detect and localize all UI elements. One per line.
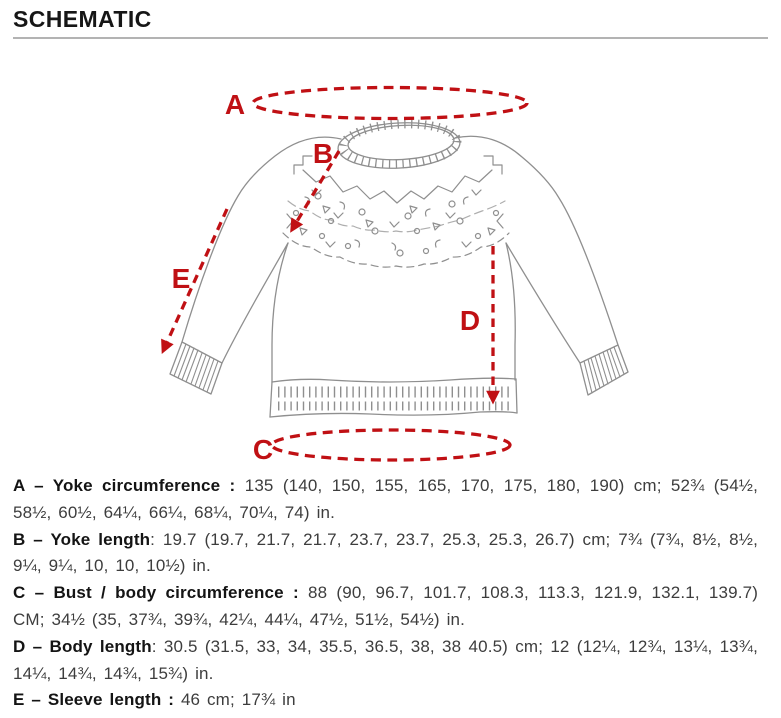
left-sleeve-inner-seam: [222, 243, 288, 363]
measure-ellipse-c: [272, 430, 510, 460]
label-d: D: [459, 305, 481, 336]
measurement-value: : 19.7 (19.7, 21.7, 21.7, 23.7, 23.7, 25.3, 25.3, 26.7) cm; 7¾ (7¾, 8½, 8½, 9¼, 9¼, 10, 10, 10½) in.: [13, 529, 758, 576]
measurement-label: C – Bust / body circumference :: [13, 583, 299, 603]
hem-side-edges: [270, 379, 517, 417]
right-cuff-ribs: [584, 347, 624, 393]
right-sleeve-inner-seam: [506, 243, 580, 363]
yoke-wave-row: [288, 201, 505, 232]
measurement-row-a: [13, 473, 758, 527]
measurement-label: A – Yoke circumference :: [13, 476, 236, 495]
label-e: E: [171, 263, 191, 294]
measurement-row-e: [13, 687, 758, 714]
measure-ellipse-a: [253, 88, 527, 119]
measurement-list: [13, 473, 758, 714]
left-cuff-outline: [170, 342, 222, 394]
yoke-bottom-scallop: [283, 233, 509, 267]
shoulder-step-left: [294, 156, 312, 174]
left-cuff-ribs: [174, 344, 218, 392]
left-cuff: [170, 342, 222, 394]
measurement-value: 135 (140, 150, 155, 165, 170, 175, 180, 190) cm; 52¾ (54½, 58½, 60½, 64¼, 66¼, 68¼, 70¼, 74) in.: [13, 476, 759, 522]
measurement-label: B – Yoke length: [13, 529, 151, 549]
measurement-value: 46 cm; 17¾ in: [180, 690, 296, 710]
right-cuff: [580, 345, 628, 395]
neckband: [337, 120, 461, 171]
shoulder-step-right: [484, 156, 502, 174]
measurement-value: 88 (90, 96.7, 101.7, 108.3, 113.3, 121.9, 132.1, 139.7) CM; 34½ (35, 37¾, 39¾, 42¼, 44¼, 47½, 51½, 54½) in.: [13, 583, 759, 629]
hem-band: [270, 378, 517, 417]
hem-bottom-edge: [270, 412, 517, 417]
measurement-row-d: [13, 634, 758, 688]
body-right-edge: [506, 243, 515, 380]
page-title: SCHEMATIC: [13, 6, 152, 32]
yoke-lace-pattern: [283, 156, 509, 267]
sweater-outline: [182, 136, 618, 382]
yoke-zigzag-row: [303, 170, 492, 203]
measurement-row-b: [13, 527, 758, 581]
label-a: A: [224, 89, 246, 120]
measurement-row-c: [13, 580, 758, 634]
measurement-label: E – Sleeve length :: [13, 690, 175, 710]
hem-top-edge: [272, 378, 516, 382]
label-b: B: [312, 138, 334, 169]
body-left-edge: [272, 243, 288, 382]
label-c: C: [252, 434, 274, 465]
measurement-label: D – Body length: [13, 636, 152, 656]
measurement-value: : 30.5 (31.5, 33, 34, 35.5, 36.5, 38, 38 40.5) cm; 12 (12¼, 12¾, 13¼, 13¾, 14¼, 14¾, 14¾, 15¾) in.: [13, 636, 758, 683]
